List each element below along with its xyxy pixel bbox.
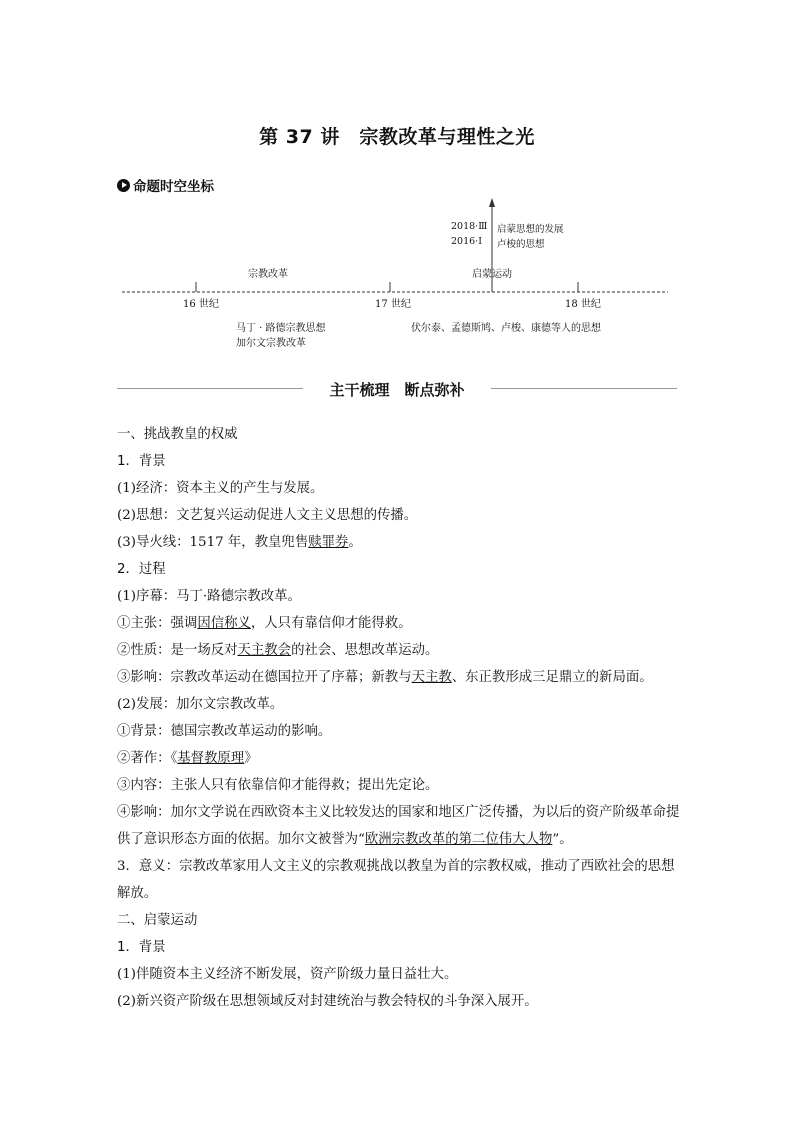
label-reformation: 宗教改革 <box>248 269 288 280</box>
underlined-term: 基督教原理 <box>177 751 245 766</box>
text-line: (1)伴随资本主义经济不断发展，资产阶级力量日益壮大。 <box>117 967 458 982</box>
exam-arrow-head <box>489 198 495 207</box>
text-line: ①背景：德国宗教改革运动的影响。 <box>117 724 332 739</box>
underlined-term: 天主教 <box>411 670 452 685</box>
bottom-right: 伏尔泰、孟德斯鸠、卢梭、康德等人的思想 <box>411 323 601 334</box>
main-content <box>117 421 682 1015</box>
underlined-term: 天主教会 <box>237 643 292 658</box>
century-17: 17 世纪 <box>375 299 411 310</box>
text-line: ②著作：《基督教原理》 <box>117 751 258 766</box>
timeline-diagram <box>0 0 794 360</box>
underlined-term: 赎罪券 <box>308 535 349 550</box>
significance-paragraph: 3．意义：宗教改革家用人文主义的宗教观挑战以教皇为首的宗教权威，推动了西欧社会的思想解放。 <box>117 859 675 901</box>
subheading-background-2: 1．背景 <box>117 940 166 955</box>
subheading-process: 2．过程 <box>117 562 166 577</box>
underlined-term: 因信称义 <box>197 616 251 631</box>
exam-topic-2: 卢梭的思想 <box>497 239 545 250</box>
divider-title: 主干梳理 断点弥补 <box>329 381 465 399</box>
exam-ref-2018: 2018·Ⅲ <box>451 221 488 232</box>
text-line: (2)新兴资产阶级在思想领域反对封建统治与教会特权的斗争深入展开。 <box>117 994 538 1009</box>
text-line: (2)思想：文艺复兴运动促进人文主义思想的传播。 <box>117 508 418 523</box>
text-line: ③影响：宗教改革运动在德国拉开了序幕；新教与天主教、东正教形成三足鼎立的新局面。 <box>117 670 653 685</box>
text-line: ③内容：主张人只有依靠信仰才能得救；提出先定论。 <box>117 778 439 793</box>
text-line: (3)导火线：1517 年，教皇兜售赎罪券。 <box>117 535 362 550</box>
divider-right <box>491 388 677 389</box>
text-line: (1)经济：资本主义的产生与发展。 <box>117 481 324 496</box>
century-16: 16 世纪 <box>183 299 219 310</box>
page-title: 第 37 讲 宗教改革与理性之光 <box>259 126 535 148</box>
label-enlightenment: 启蒙运动 <box>472 269 512 280</box>
text-line: ②性质：是一场反对天主教会的社会、思想改革运动。 <box>117 643 439 658</box>
century-18: 18 世纪 <box>565 299 601 310</box>
heading-1: 一、挑战教皇的权威 <box>117 427 238 442</box>
text-paragraph: ④影响：加尔文学说在西欧资本主义比较发达的国家和地区广泛传播，为以后的资产阶级革命提供了意识形态方面的依据。加尔文被誉为“欧洲宗教改革的第二位伟大人物”。 <box>117 805 680 847</box>
bottom-left-1: 马丁 · 路德宗教思想 <box>236 323 326 334</box>
exam-ref-2016: 2016·Ⅰ <box>451 236 482 247</box>
bottom-left-2: 加尔文宗教改革 <box>236 338 306 349</box>
heading-2: 二、启蒙运动 <box>117 913 198 928</box>
exam-topic-1: 启蒙思想的发展 <box>497 224 564 235</box>
section-tag-label: 命题时空坐标 <box>133 179 214 195</box>
text-line: (1)序幕：马丁·路德宗教改革。 <box>117 589 301 604</box>
subheading-background: 1．背景 <box>117 454 166 469</box>
text-line: ①主张：强调因信称义，人只有靠信仰才能得救。 <box>117 616 412 631</box>
text-line: (2)发展：加尔文宗教改革。 <box>117 697 284 712</box>
underlined-term: 欧洲宗教改革的第二位伟大人物 <box>364 832 553 847</box>
